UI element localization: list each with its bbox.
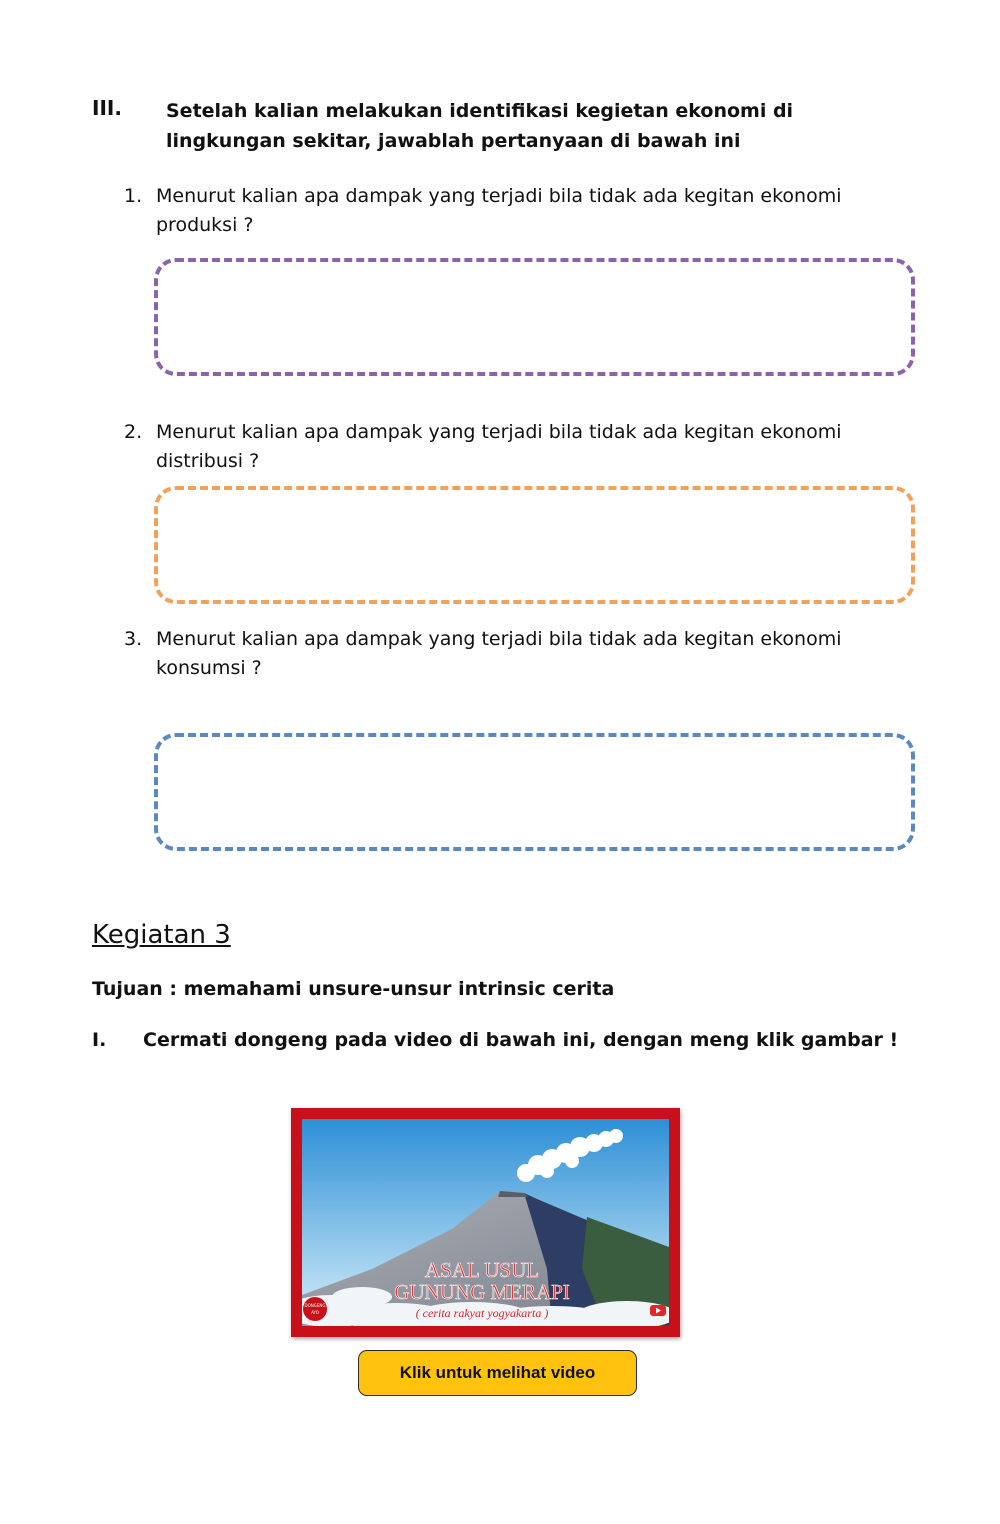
activity-instruction: Cermati dongeng pada video di bawah ini, dengan meng klik gambar ! <box>143 1029 899 1051</box>
answer-box-1[interactable] <box>154 258 915 376</box>
instruction-number: I. <box>92 1029 107 1051</box>
video-title-line1: ASAL USUL <box>424 1258 540 1282</box>
answer-box-3[interactable] <box>154 733 915 851</box>
activity-title: Kegiatan 3 <box>92 920 231 950</box>
channel-logo <box>303 1297 327 1321</box>
question-number: 1. <box>124 185 143 207</box>
logo-text-1: DONGENG <box>304 1303 326 1308</box>
watch-video-button[interactable]: Klik untuk melihat video <box>358 1350 637 1396</box>
question-text: Menurut kalian apa dampak yang terjadi bila tidak ada kegitan ekonomi distribusi ? <box>156 421 842 472</box>
video-subtitle: ( cerita rakyat yogyakarta ) <box>415 1306 549 1320</box>
question-number: 2. <box>124 421 143 443</box>
question-text: Menurut kalian apa dampak yang terjadi bila tidak ada kegitan ekonomi produksi ? <box>156 185 842 236</box>
question-number: 3. <box>124 628 143 650</box>
question-text: Menurut kalian apa dampak yang terjadi bila tidak ada kegitan ekonomi konsumsi ? <box>156 628 842 679</box>
section-instruction: Setelah kalian melakukan identifikasi kegietan ekonomi di lingkungan sekitar, jawablah pertanyaan di bawah ini <box>166 100 794 152</box>
play-icon <box>650 1305 666 1316</box>
video-title-line2: GUNUNG MERAPI <box>394 1280 570 1304</box>
logo-text-2: AYO <box>311 1310 319 1315</box>
activity-goal: Tujuan : memahami unsure-unsur intrinsic cerita <box>92 978 615 1000</box>
section-number: III. <box>92 96 122 120</box>
volcano-illustration <box>302 1119 669 1326</box>
video-thumbnail[interactable] <box>291 1108 680 1337</box>
answer-box-2[interactable] <box>154 486 915 604</box>
